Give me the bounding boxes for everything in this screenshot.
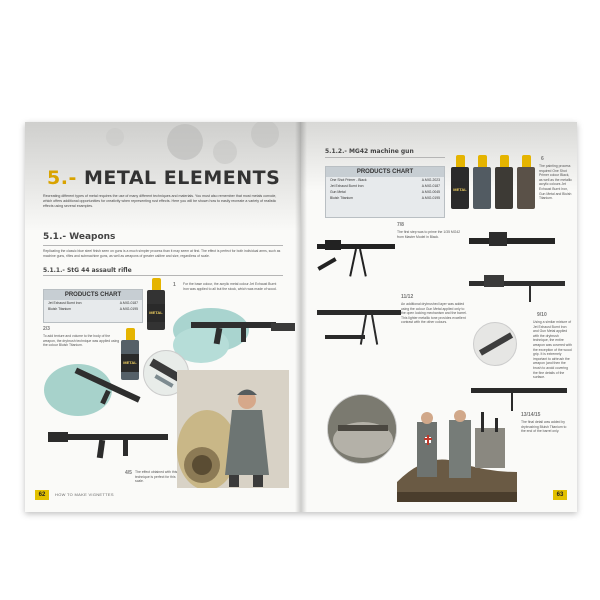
bottle-cap <box>152 278 161 290</box>
step-number: 2/3 <box>43 326 50 332</box>
step-number: 1 <box>173 282 176 288</box>
bottle-cap <box>478 155 487 167</box>
products-chart-title: PRODUCTS CHART <box>326 167 444 177</box>
product-name: Bluish Titanium <box>330 196 353 200</box>
products-chart-row <box>44 306 142 312</box>
book-spine <box>295 122 307 512</box>
trench-diorama-photo <box>397 392 517 502</box>
step-number: 6 <box>541 156 544 162</box>
product-code: A.MIG-0045 <box>421 190 440 194</box>
chapter-title <box>47 167 280 189</box>
step-text: The first step was to prime the 1/35 MG42 from Master Model in Black. <box>397 230 461 239</box>
step-text: To add texture and volume to the body of the weapon, the drybrush technique was applied using the colour Bluish Titanium. <box>43 334 120 348</box>
paint-bottle-bluish-titanium <box>517 167 535 209</box>
product-name: Gun Metal <box>330 190 346 194</box>
step-number: 11/12 <box>401 294 414 300</box>
step-number: 7/8 <box>397 222 404 228</box>
step-text: The painting process required One Shot Primer colour Black, as well as the metallic acrylic colours Jet Exhaust Burnt Iron, Gun Metal and Bluish Titanium. <box>539 164 572 201</box>
bottle-cap <box>500 155 509 167</box>
product-code: A.MIG-0195 <box>421 196 440 200</box>
step-number: 9/10 <box>537 312 547 318</box>
product-name: One Shot Primer - Black <box>330 178 367 182</box>
product-code: A.MIG-0187 <box>421 184 440 188</box>
paint-bottle-primer-black <box>451 167 469 209</box>
chapter-number: 5.- <box>47 167 77 189</box>
bottle-cap <box>522 155 531 167</box>
step-text: Using a similar mixture of Jet Exhaust Burnt Iron and Gun Metal applied with the drybrush technique, the entire weapon was covered with the exception of the wood grip. It is extremely important to airbrush the weapon (and then the brush to avoid covering the fine details of the surface. <box>533 320 572 380</box>
mg42-primed-photo <box>315 222 397 280</box>
mg42-closeup-photo <box>469 222 559 262</box>
product-name: Jet Exhaust Burnt Iron <box>330 184 364 188</box>
chapter-title-text: METAL ELEMENTS <box>83 167 281 189</box>
rifle-drybrush-photo <box>43 360 153 420</box>
mg42-detail-circle <box>473 322 517 366</box>
page-number: 62 <box>35 490 49 500</box>
paint-bottle-burnt-iron <box>147 290 165 330</box>
intro-paragraph: Recreating different types of metal requires the use of many different techniques and materials. You must also remember that most metals corrode, which offers additional opportunities for creativity when representing rust effects. Here you will be shown how to easily recreate a variety of realistic effects using several examples. <box>43 194 277 208</box>
paint-bottle-burnt-iron <box>473 167 491 209</box>
trench-detail-circle <box>327 394 397 464</box>
products-chart-row <box>326 195 444 201</box>
mg42-drybrush-photo <box>469 267 569 303</box>
step-text: An additional drybrushed layer was added using the colour Gun Metal applied only to the open locking mechanism and the barrel. This lighter metallic tone provides excellent contrast with the other colours. <box>401 302 467 325</box>
bottle-label: METAL <box>451 181 469 199</box>
footer-text: HOW TO MAKE VIGNETTES <box>55 492 114 497</box>
rifle-on-cloth-photo <box>171 300 297 370</box>
products-chart <box>43 289 143 323</box>
step-text: For the base colour, the acrylic metal colour Jet Exhaust Burnt Iron was applied to all but the stock, which was made of wood. <box>183 282 277 291</box>
open-book <box>25 122 577 512</box>
products-chart-title: PRODUCTS CHART <box>44 290 142 300</box>
subsection-title: 5.1.2.- MG42 machine gun <box>325 148 414 155</box>
page-number: 63 <box>553 490 567 500</box>
products-chart <box>325 166 445 218</box>
subsection-title: 5.1.1.- StG 44 assault rifle <box>43 267 132 274</box>
right-page <box>301 122 577 512</box>
product-name: Bluish Titanium <box>48 307 71 311</box>
step-text: The final detail was added by drybrushing Bluish Titanium to the end of the barrel only. <box>521 420 567 434</box>
product-name: Jet Exhaust Burnt Iron <box>48 301 82 305</box>
step-number: 4/5 <box>125 470 132 476</box>
bottle-cap <box>126 328 135 340</box>
product-code: A.MIG-0195 <box>119 307 138 311</box>
bottle-cap <box>456 155 465 167</box>
soldier-vignette-photo <box>177 370 289 488</box>
step-text: The effect obtained with this technique is perfect for this scale. <box>135 470 178 484</box>
finished-rifle-photo <box>43 420 178 464</box>
left-page <box>25 122 301 512</box>
step-number: 13/14/15 <box>521 412 541 418</box>
subsection-rule <box>325 157 445 158</box>
section-paragraph: Replicating the classic blue steel finish seen on guns is a much simpler process than it may seem at first. The effect is perfect for both individual arms, such as machine guns, rifles and submachine guns, as well as weapons of greater calibre and size, regardless of scale. <box>43 249 281 258</box>
product-code: A.MIG-0187 <box>119 301 138 305</box>
paint-bottle-gun-metal <box>495 167 513 209</box>
mg42-gun-metal-photo <box>315 290 405 360</box>
subsection-rule <box>43 275 283 276</box>
bottle-label: METAL <box>121 354 139 372</box>
section-title: 5.1.- Weapons <box>43 232 116 242</box>
product-code: A.MIG-2023 <box>421 178 440 182</box>
bottle-label: METAL <box>147 304 165 322</box>
section-rule <box>43 245 283 246</box>
